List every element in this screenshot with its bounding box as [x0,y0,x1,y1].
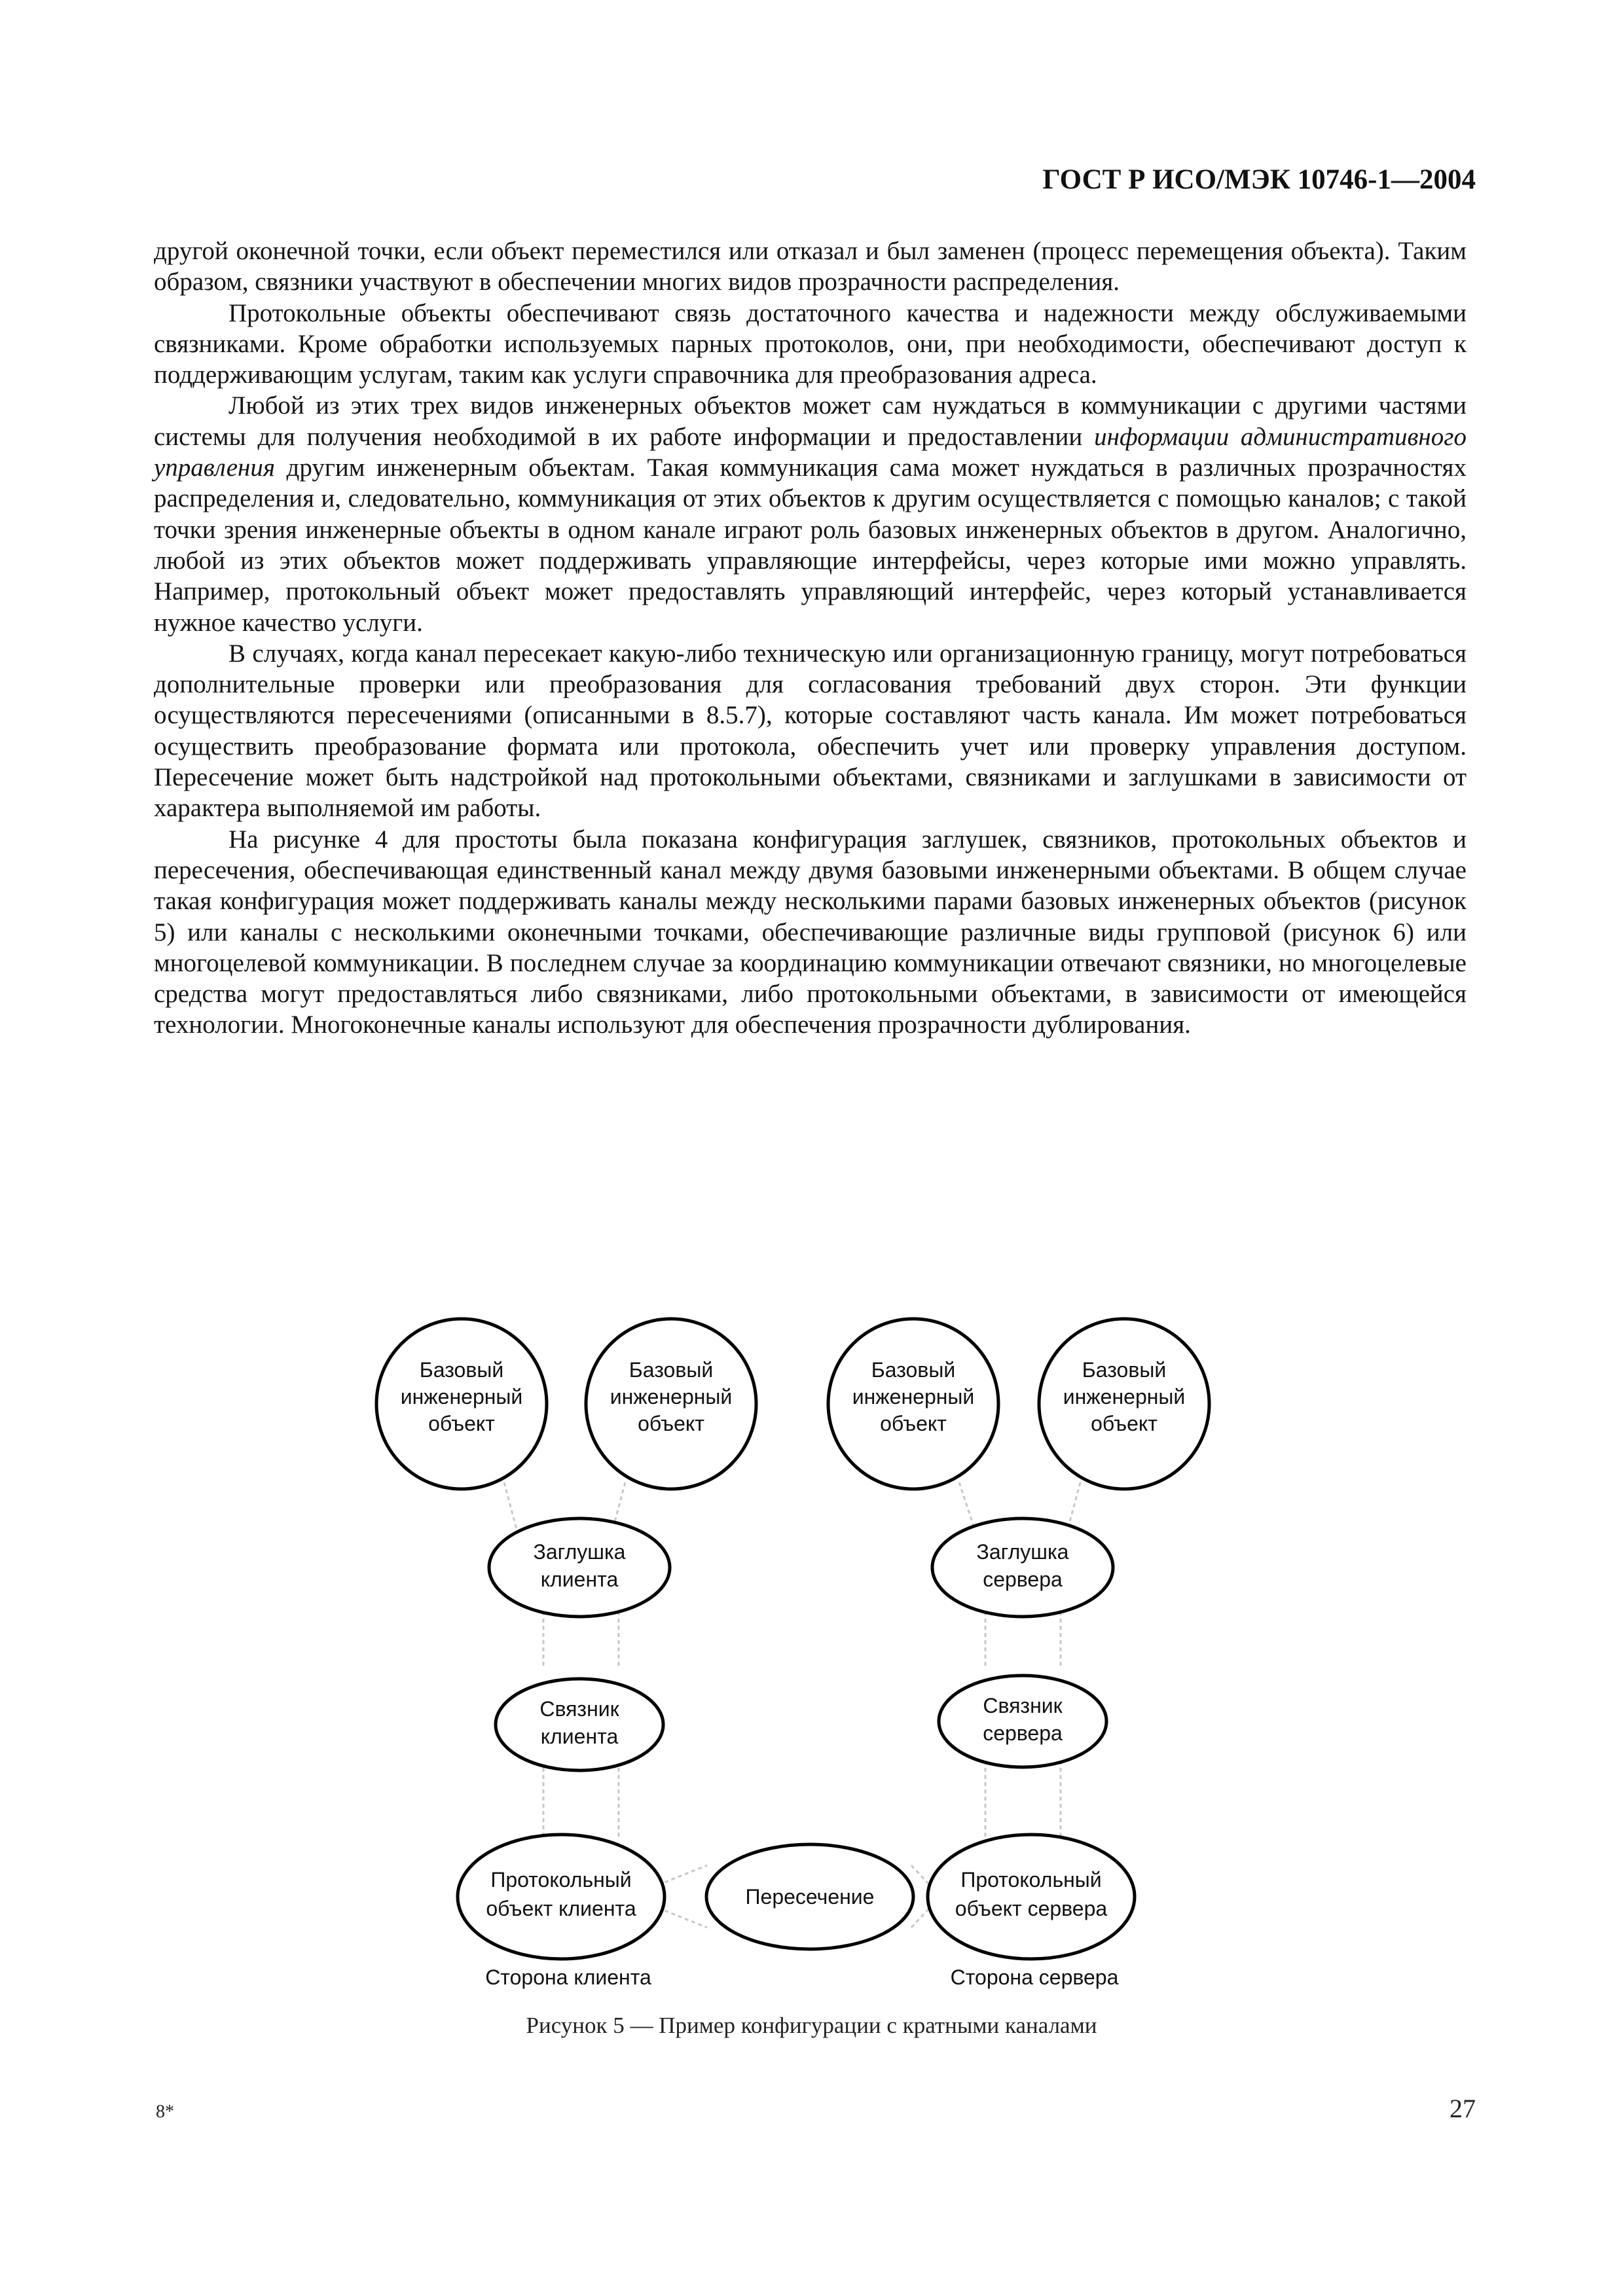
basic-object-2-line3: объект [638,1412,704,1435]
paragraph-3-italic-term: информации административного управления [154,422,1467,482]
server-binder [939,1676,1106,1767]
client-stub-line1: Заглушка [533,1540,626,1564]
paragraph-4: В случаях, когда канал пересекает какую-либо техническую или организационную границу, могут потребоваться дополнительные проверки или преобразования для согласования требований двух сторон. Эти функции осуществляются пересечениями (описанными в 8.5.7), которые составляют часть канала. Им может потребоваться осуществить преобразование формата или протокола, обеспечить учет или проверку управления доступом. Пересечение может быть надстройкой над протокольными объектами, связниками и заглушками в зависимости от характера выполняемой им работы. [154,639,1467,823]
server-stub-line2: сервера [983,1568,1063,1591]
server-protocol-line1: Протокольный [960,1868,1102,1892]
basic-object-3-line2: инженерный [852,1385,975,1408]
basic-engineering-object-1 [376,1319,547,1489]
basic-object-1-line1: Базовый [419,1358,504,1382]
basic-object-1-line2: инженерный [400,1385,523,1408]
client-stub-line2: клиента [540,1568,619,1591]
basic-engineering-object-2 [586,1319,756,1489]
server-stub-line1: Заглушка [976,1540,1069,1564]
basic-object-3-line3: объект [880,1412,947,1435]
basic-object-4-line2: инженерный [1063,1385,1186,1408]
client-protocol-object [458,1835,665,1959]
basic-engineering-object-4 [1039,1319,1209,1489]
server-protocol-line2: объект сервера [955,1897,1108,1920]
standard-header: ГОСТ Р ИСО/МЭК 10746-1—2004 [1042,164,1476,195]
client-protocol-line1: Протокольный [490,1868,632,1892]
paragraph-3-end: другим инженерным объектам. Такая коммуникация сама может нуждаться в различных прозрачностях распределения и, следовательно, коммуникация от этих объектов к другим осуществляется с помощью каналов; с такой точки зрения инженерные объекты в одном канале играют роль базовых инженерных объектов в другом. Аналогично, любой из этих объектов может поддерживать управляющие интерфейсы, через которые ими можно управлять. Например, протокольный объект может предоставлять управляющий интерфейс, через который устанавливается нужное качество услуги. [154,454,1467,637]
paragraph-2: Протокольные объекты обеспечивают связь достаточного качества и надежности между обслуживаемыми связниками. Кроме обработки используемых парных протоколов, они, при необходимости, обеспечивают доступ к поддерживающим услугам, таким как услуги справочника для преобразования адреса. [154,298,1467,389]
paragraph-3-start: Любой из этих трех видов инженерных объектов может сам нуждаться в коммуникации с другими частями системы для получения необходимой в их работе информации и предоставлении [154,391,1467,451]
server-stub [932,1518,1113,1617]
figure-caption: Рисунок 5 — Пример конфигурации с кратными каналами [526,2013,1097,2038]
paragraph-5: На рисунке 4 для простоты была показана конфигурация заглушек, связников, протокольных объектов и пересечения, обеспечивающая единственный канал между двумя базовыми инженерными объектами. В общем случае такая конфигурация может поддерживать каналы между несколькими парами базовых инженерных объектов (рисунок 5) или каналы с несколькими оконечными точками, обеспечивающие различные виды групповой (рисунок 6) или многоцелевой коммуникации. В последнем случае за координацию коммуникации отвечают связники, но многоцелевые средства могут предоставляться либо связниками, либо протокольными объектами, в зависимости от имеющейся технологии. Многоконечные каналы используют для обеспечения прозрачности дублирования. [154,825,1467,1039]
server-side-label: Сторона сервера [950,1965,1119,1989]
interceptor-label: Пересечение [745,1885,875,1909]
server-binder-line1: Связник [983,1694,1063,1717]
basic-object-4-line1: Базовый [1082,1358,1167,1382]
basic-engineering-object-3 [828,1319,998,1489]
basic-object-1-line3: объект [428,1412,495,1435]
client-protocol-line2: объект клиента [486,1897,636,1920]
basic-object-2-line1: Базовый [629,1358,714,1382]
interceptor [706,1844,913,1949]
client-side-label: Сторона клиента [485,1965,651,1989]
page-number: 27 [1450,2094,1476,2123]
basic-object-3-line1: Базовый [871,1358,956,1382]
client-binder-line1: Связник [539,1697,619,1721]
server-protocol-object [928,1835,1135,1959]
client-stub [489,1518,670,1617]
server-binder-line2: сервера [983,1721,1063,1745]
basic-object-4-line3: объект [1091,1412,1158,1435]
client-binder-line2: клиента [540,1725,619,1748]
paragraph-1: другой оконечной точки, если объект переместился или отказал и был заменен (процесс перемещения объекта). Таким образом, связники участвуют в обеспечении многих видов прозрачности распределения. [154,237,1467,296]
basic-object-2-line2: инженерный [610,1385,733,1408]
signature-mark: 8* [156,2102,174,2122]
client-binder [496,1679,663,1770]
